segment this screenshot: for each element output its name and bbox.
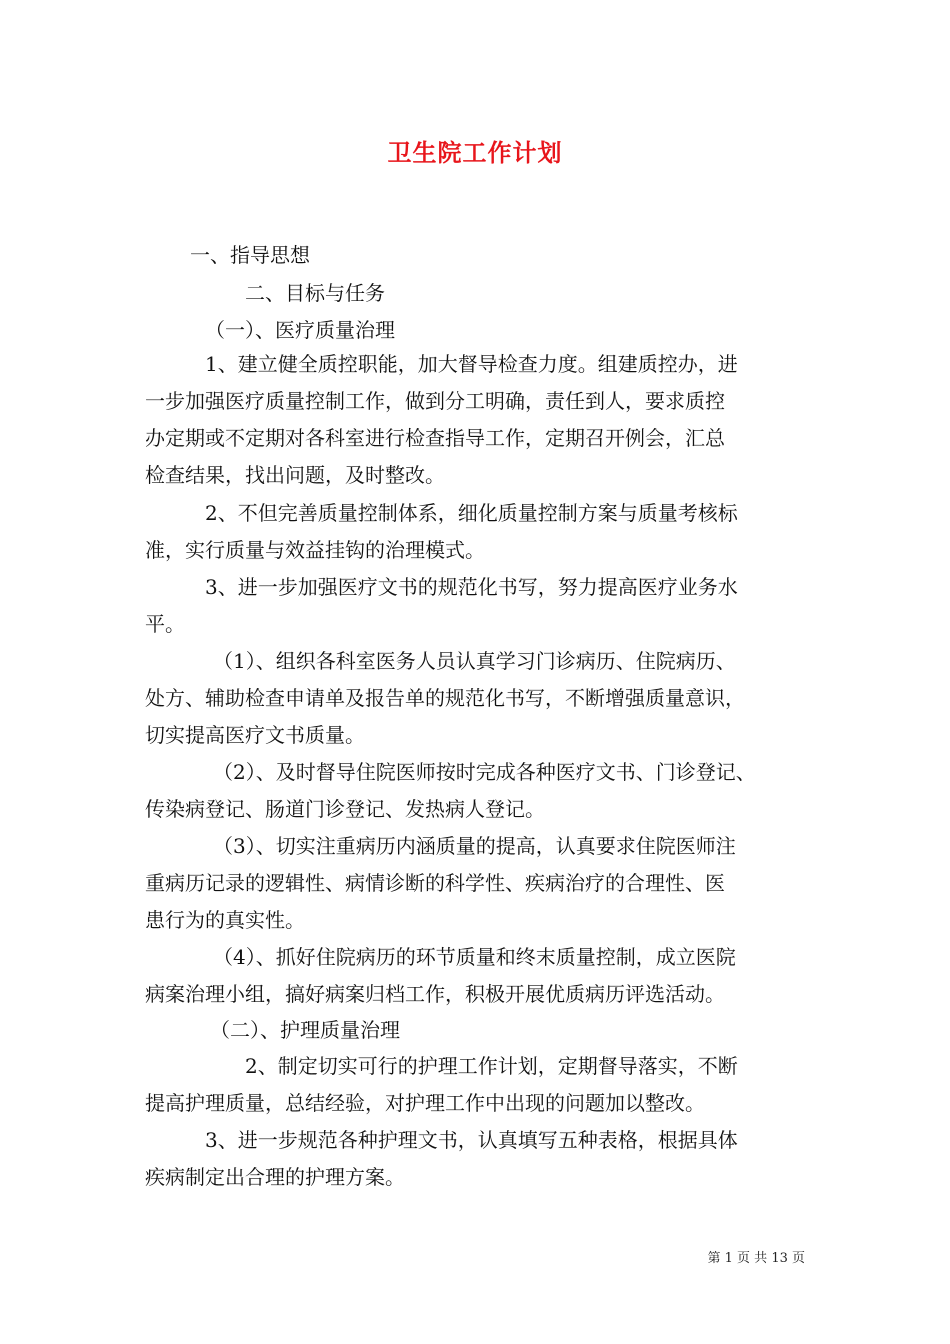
paragraph-line: （3）、切实注重病历内涵质量的提高，认真要求住院医师注 (213, 834, 736, 858)
subheading-nursing-quality: （二）、护理质量治理 (210, 1018, 400, 1042)
paragraph-line: 2、不但完善质量控制体系，细化质量控制方案与质量考核标 (205, 501, 738, 525)
paragraph-line: 1、建立健全质控职能，加大督导检查力度。组建质控办，进 (205, 352, 738, 376)
paragraph-line: 切实提高医疗文书质量。 (145, 723, 365, 747)
paragraph-line: 疾病制定出合理的护理方案。 (145, 1165, 405, 1189)
paragraph-line: 一步加强医疗质量控制工作，做到分工明确，责任到人，要求质控 (145, 389, 725, 413)
paragraph-line: 提高护理质量，总结经验，对护理工作中出现的问题加以整改。 (145, 1091, 705, 1115)
paragraph-line: 准，实行质量与效益挂钩的治理模式。 (145, 538, 485, 562)
paragraph-line: 传染病登记、肠道门诊登记、发热病人登记。 (145, 797, 545, 821)
heading-goals-tasks: 二、目标与任务 (245, 281, 385, 305)
paragraph-line: 3、进一步加强医疗文书的规范化书写，努力提高医疗业务水 (205, 575, 738, 599)
paragraph-line: 重病历记录的逻辑性、病情诊断的科学性、疾病治疗的合理性、医 (145, 871, 725, 895)
page-number-footer: 第 1 页 共 13 页 (707, 1251, 805, 1266)
heading-guiding-ideology: 一、指导思想 (190, 243, 310, 267)
paragraph-line: 2、制定切实可行的护理工作计划，定期督导落实，不断 (245, 1054, 738, 1078)
paragraph-line: 办定期或不定期对各科室进行检查指导工作，定期召开例会，汇总 (145, 426, 725, 450)
paragraph-line: （1）、组织各科室医务人员认真学习门诊病历、住院病历、 (213, 649, 736, 673)
paragraph-line: 平。 (145, 612, 185, 636)
subheading-medical-quality: （一）、医疗质量治理 (205, 318, 395, 342)
paragraph-line: 病案治理小组，搞好病案归档工作，积极开展优质病历评选活动。 (145, 982, 725, 1006)
paragraph-line: （4）、抓好住院病历的环节质量和终末质量控制，成立医院 (213, 945, 736, 969)
paragraph-line: 检查结果，找出问题，及时整改。 (145, 463, 445, 487)
document-title: 卫生院工作计划 (387, 138, 563, 167)
paragraph-line: 3、进一步规范各种护理文书，认真填写五种表格，根据具体 (205, 1128, 738, 1152)
paragraph-line: 处方、辅助检查申请单及报告单的规范化书写，不断增强质量意识， (145, 686, 745, 710)
paragraph-line: （2）、及时督导住院医师按时完成各种医疗文书、门诊登记、 (213, 760, 756, 784)
paragraph-line: 患行为的真实性。 (145, 908, 305, 932)
